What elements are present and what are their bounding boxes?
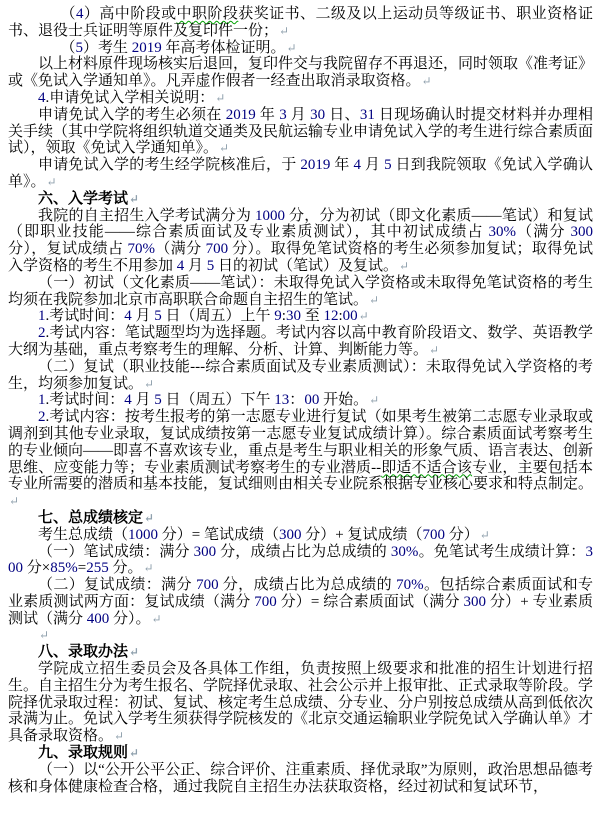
number-text: 30 — [310, 106, 326, 123]
paragraph-mark-icon: ↵ — [9, 494, 20, 509]
text-run: 分）= 笔试成绩（ — [158, 526, 279, 543]
number-text: 00 — [342, 308, 358, 325]
text-run: （二）复试成绩：满分 — [38, 577, 197, 594]
para-first-test-content — [8, 325, 593, 359]
paragraph-mark-icon: ↵ — [151, 611, 162, 626]
para-retest-content — [8, 409, 593, 510]
text-run: 学院成立招生委员会及各具体工作组，负责按照上级要求和批准的招生计划进行招生。自主招生分为考生报名、学院择优录取、社会公示并上报审批、正式录取等阶段。学院择优录取过程：初试、复试、核定考生总成绩、分专业、分户别按总成绩从高到低依次录满为止。免试入学考生须获得学院核发的《北京交通运输职业学院免试入学确认单》才具备录取资格。 — [8, 661, 594, 745]
text-run: 月 — [131, 392, 155, 409]
paragraph-mark-icon: ↵ — [219, 141, 230, 156]
para-admission-principle — [8, 762, 593, 796]
number-text: 700 — [422, 526, 445, 543]
number-text: 1000 — [128, 526, 159, 543]
number-text: 2019 — [131, 39, 162, 56]
number-text: 5 — [384, 157, 392, 174]
text-run: .考试时间： — [45, 308, 125, 325]
paragraph-mark-icon: ↵ — [421, 74, 432, 89]
text-run: .考试时间： — [45, 392, 125, 409]
text-run: ： — [289, 392, 305, 409]
number-text: 400 — [86, 610, 110, 627]
heading-7-total-score — [8, 510, 593, 527]
list-item-5-physical-exam — [8, 40, 593, 57]
number-text: 300 — [463, 593, 486, 610]
number-text: 70% — [396, 577, 424, 594]
text-run: 日（周五）下午 — [161, 392, 275, 409]
number-text: 70% — [127, 241, 155, 258]
text-run: 分）+ 复试成绩（ — [301, 526, 423, 543]
text-run: 九、录取规则 — [38, 745, 129, 762]
paragraph-mark-icon: ↵ — [429, 342, 440, 357]
spellcheck-squiggle-text: 即适不适合该 — [381, 459, 473, 476]
number-text: 1000 — [255, 207, 286, 224]
paragraph-mark-icon: ↵ — [129, 746, 140, 761]
para-exemption-approval — [8, 157, 593, 191]
number-text: 700 — [205, 241, 229, 258]
paragraph-mark-icon: ↵ — [46, 174, 57, 189]
text-run: : — [338, 308, 343, 325]
text-run: （一）初试（文化素质——笔试）：未取得免试入学资格或未取得免笔试资格的考生均须在我院参加北京市高职联合命题自主招生的笔试。 — [8, 274, 593, 308]
number-text: 2 — [38, 325, 46, 342]
text-run: （满分 — [516, 224, 571, 241]
text-run: 至 — [300, 308, 324, 325]
text-run: 六、入学考试 — [38, 190, 129, 207]
text-run: 分，成绩占比为总成绩的 — [218, 577, 397, 594]
number-text: 255 — [86, 560, 109, 577]
number-text: 5 — [75, 39, 84, 56]
text-run: 分，成绩占比为总成绩的 — [216, 543, 391, 560]
number-text: 5 — [154, 392, 162, 409]
number-text: 31 — [359, 106, 375, 123]
text-run: 。包括综合素质面试和专业素质测试两方面：复试成绩（满分 — [8, 577, 593, 610]
para-exemption-confirm — [8, 107, 593, 157]
text-run: 日（周五）上午 — [161, 308, 275, 325]
number-text: 2019 — [225, 106, 256, 123]
text-run: 年 — [255, 106, 280, 123]
paragraph-mark-icon: ↵ — [286, 40, 297, 55]
number-text: 3 — [279, 106, 287, 123]
paragraph-mark-icon: ↵ — [358, 309, 369, 324]
text-run: ）考生 — [83, 39, 132, 56]
text-run: 年高考体检证明。 — [161, 39, 286, 56]
para-written-score — [8, 544, 593, 578]
text-run: 日现场确认时提交材料并办理相关手续（其中学院将组织轨道交通类及民航运输专业申请免试入学的考生进行综合素质面试），领取《免试入学通知单》。 — [8, 106, 594, 157]
heading-6-entrance-exam — [8, 191, 593, 208]
text-run: .申请免试入学相关说明： — [45, 89, 215, 106]
number-text: 300 — [193, 543, 217, 560]
number-text: 300 — [570, 224, 593, 241]
paragraph-mark-icon: ↵ — [399, 258, 410, 273]
text-run: 。免笔试考生成绩计算： — [418, 543, 586, 560]
paragraph-mark-icon: ↵ — [369, 393, 380, 408]
text-run: 月 — [131, 308, 155, 325]
paragraph-mark-icon: ↵ — [143, 561, 154, 576]
text-run: （二）复试（职业技能---综合素质面试及专业素质测试）：未取得免试入学资格的考生，均须参加复试。 — [8, 358, 593, 392]
text-run: 分），复试成绩占 — [8, 241, 128, 258]
para-exam-overview — [8, 208, 593, 275]
number-text: 700 — [196, 577, 219, 594]
number-text: 30% — [488, 224, 517, 241]
para-first-test-time — [8, 308, 593, 325]
text-run: 分）= 综合素质面试（满分 — [276, 593, 464, 610]
text-run: （ — [60, 6, 76, 22]
text-run: 月 — [184, 257, 207, 274]
para-exemption-note-title — [8, 90, 593, 107]
text-run: .考试内容：笔试题型均为选择题。考试内容以高中教育阶段语文、数学、英语教学大纲为基础，重点考察考生的理解、分析、计算、判断能力等。 — [8, 325, 593, 358]
text-run: 分）。 — [109, 610, 151, 627]
text-run: = — [77, 560, 87, 577]
text-run: 分） — [444, 526, 479, 543]
para-materials-return — [8, 56, 593, 90]
number-text: 700 — [254, 593, 277, 610]
text-run: （满分 — [155, 241, 206, 258]
para-retest-intro — [8, 359, 593, 393]
number-text: 12 — [323, 308, 339, 325]
number-text: 4 — [124, 392, 132, 409]
para-retest-score — [8, 577, 593, 627]
text-run: 考生总成绩（ — [38, 526, 129, 543]
text-run: 年 — [330, 157, 354, 174]
number-text: 1 — [38, 308, 46, 325]
text-run: 分）+ 专业素质测试（满分 — [8, 593, 593, 627]
number-text: 5 — [154, 308, 162, 325]
text-run: 分）。取得免笔试资格的考生必须参加复试；取得免试入学资格的考生不用参加 — [8, 241, 593, 274]
para-first-test-intro — [8, 275, 593, 309]
number-text: 9 — [274, 308, 282, 325]
number-text: 300 — [8, 543, 593, 577]
paragraph-mark-icon: ↵ — [144, 510, 155, 525]
number-text: 4 — [176, 257, 185, 274]
number-text: 5 — [206, 257, 215, 274]
paragraph-mark-icon: ↵ — [215, 90, 226, 105]
number-text: 2 — [38, 409, 46, 426]
text-run: 以上材料原件现场核实后退回，复印件交与我院留存不再退还，同时领取《准考证》或《免试入学通知单》。凡弄虚作假者一经查出取消录取资格。 — [8, 56, 594, 90]
text-run: 分× — [23, 560, 51, 577]
text-run: 申请免试入学的考生必须在 — [38, 106, 226, 123]
paragraph-mark-icon: ↵ — [114, 729, 125, 744]
number-text: 30 — [285, 308, 301, 325]
text-run: : — [281, 308, 286, 325]
heading-9-admission-rules — [8, 745, 593, 762]
para-retest-time — [8, 392, 593, 409]
paragraph-mark-icon: ↵ — [479, 527, 490, 542]
number-text: 4 — [353, 157, 361, 174]
text-run: 日、 — [325, 106, 360, 123]
number-text: 4 — [38, 89, 46, 106]
text-run: 分。 — [108, 560, 143, 577]
text-run: 申请免试入学的考生经学院核准后，于 — [38, 157, 301, 174]
para-total-score-formula — [8, 527, 593, 544]
text-run: 我院的自主招生入学考试满分为 — [38, 207, 256, 224]
paragraph-mark-icon: ↵ — [279, 23, 290, 38]
text-run: 分，分为初试（即文化素质——笔试）和复试（即职业技能——综合素质面试及专业素质测试），其中初试成绩占 — [8, 207, 593, 241]
number-text: 85% — [50, 560, 78, 577]
text-run: （一）笔试成绩：满分 — [38, 543, 194, 560]
number-text: 30% — [390, 543, 419, 560]
number-text: 13 — [274, 392, 290, 409]
text-run: 月 — [286, 106, 311, 123]
number-text: 2019 — [300, 157, 331, 174]
text-run: 获奖证书、二级及以上运动员等级证书、职业资格证书、退役士兵证明等原件及复印件一份； — [8, 6, 593, 39]
paragraph-mark-icon: ↵ — [369, 292, 380, 307]
list-item-4-certificates — [8, 6, 593, 40]
text-run: （ — [60, 39, 76, 56]
text-run: （一）以“公开公平公正、综合评价、注重素质、择优录取”为原则，政治思想品德考核和身体健康检查合格，通过我院自主招生办法获取资格，经过初试和复试环节， — [8, 761, 593, 795]
paragraph-mark-icon: ↵ — [129, 645, 140, 660]
para-admission-method — [8, 661, 593, 745]
text-run: 开始。 — [319, 392, 369, 409]
paragraph-mark-icon: ↵ — [144, 376, 155, 391]
text-run: 日的初试（笔试）及复试。 — [214, 257, 399, 274]
text-run: 日到我院领取《免试入学确认单》。 — [8, 157, 593, 190]
text-run: 月 — [360, 157, 385, 174]
paragraph-mark-icon: ↵ — [129, 191, 140, 206]
number-text: 00 — [304, 392, 320, 409]
heading-8-admission-method — [8, 644, 593, 661]
number-text: 300 — [278, 526, 302, 543]
number-text: 4 — [124, 308, 132, 325]
text-run: 七、总成绩核定 — [38, 509, 144, 526]
paragraph-mark-icon: ↵ — [39, 628, 50, 643]
empty-line — [8, 627, 593, 644]
text-run: 八、录取办法 — [38, 644, 129, 661]
number-text: 1 — [38, 392, 46, 409]
text-run: 专业，主要包括本专业所需要的潜质和基本技能，复试细则由相关专业院系根据专业核心要求和特点制定。 — [8, 459, 594, 493]
text-run: .考试内容：按考生报考的第一志愿专业进行复试（如果考生被第二志愿专业录取或调剂到其他专业录取，复试成绩按第一志愿专业复试成绩计算）。综合素质面试考察考生的专业倾向——即喜不喜欢该专业，重点是考生与职业相关的形象气质、语言表达、创新思维、应变能力等；专业素质测试考察考生的专业潜质-- — [8, 409, 594, 476]
text-run: ）高中阶段或 — [83, 6, 177, 22]
spellcheck-squiggle-text: 中职阶段 — [176, 6, 239, 22]
number-text: 4 — [75, 6, 84, 22]
